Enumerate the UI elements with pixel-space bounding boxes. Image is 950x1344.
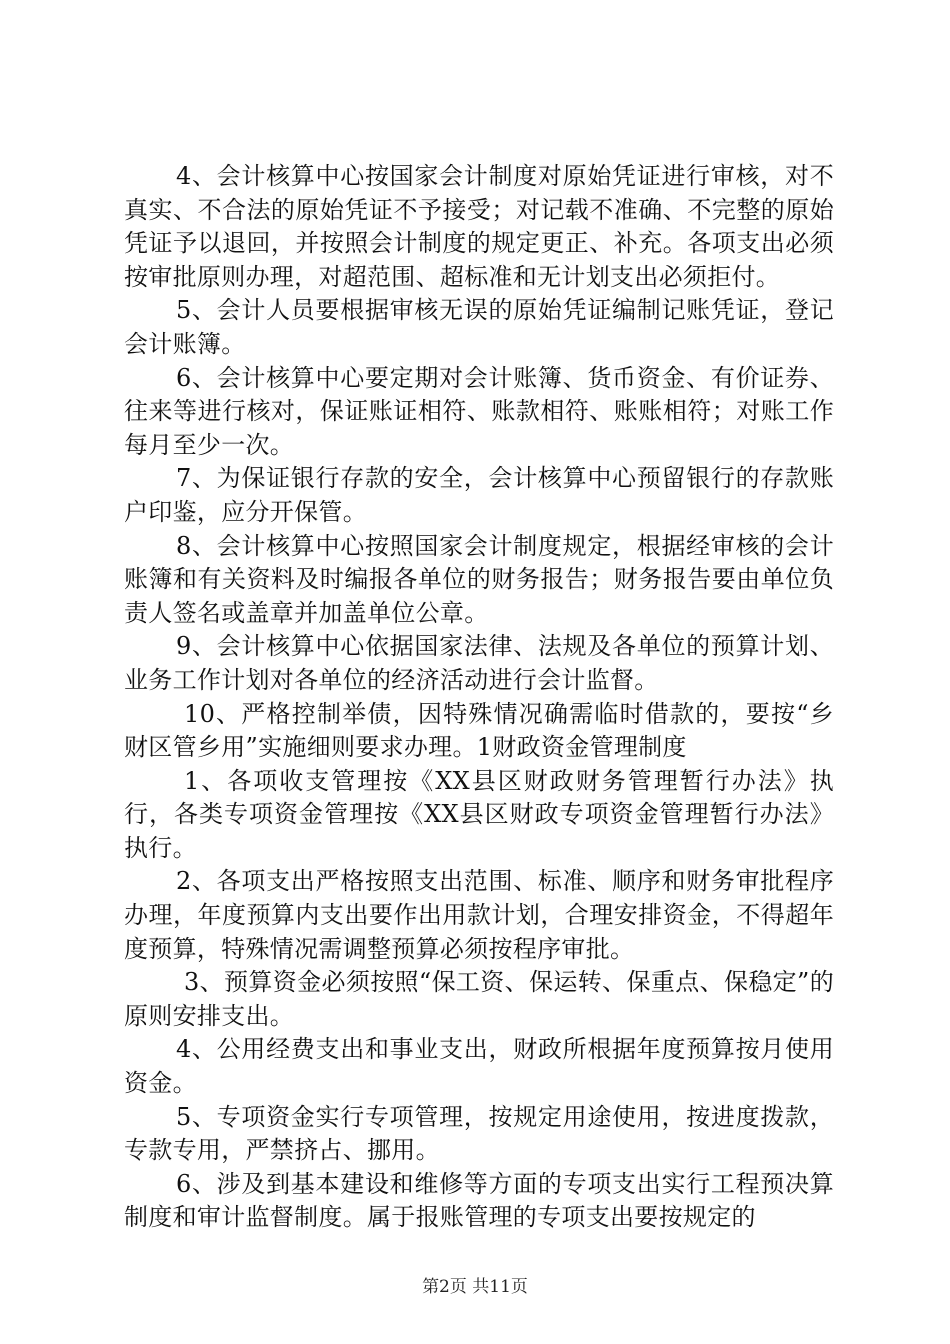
page-footer: 第2页 共11页 (422, 1277, 528, 1297)
document-body (124, 160, 834, 1235)
paragraph-construction-audit: 6、涉及到基本建设和维修等方面的专项支出实行工程预决算制度和审计监督制度。属于报账管理的专项支出要按规定的 (124, 1169, 834, 1232)
paragraph-bookkeeping: 5、会计人员要根据审核无误的原始凭证编制记账凭证，登记会计账簿。 (124, 296, 834, 358)
paragraph-accounting-review: 4、会计核算中心按国家会计制度对原始凭证进行审核，对不真实、不合法的原始凭证不予接受；对记载不准确、不完整的原始凭证予以退回，并按照会计制度的规定更正、补充。各项支出必须按审批原则办理，对超范围、超标准和无计划支出必须拒付。 (124, 162, 834, 291)
paragraph-special-funds: 5、专项资金实行专项管理，按规定用途使用，按进度拨款，专款专用，严禁挤占、挪用。 (124, 1102, 834, 1165)
paragraph-accounting-supervision: 9、会计核算中心依据国家法律、法规及各单位的预算计划、业务工作计划对各单位的经济活动进行会计监督。 (124, 632, 834, 694)
paragraph-bank-seal: 7、为保证银行存款的安全，会计核算中心预留银行的存款账户印鉴，应分开保管。 (124, 464, 834, 526)
paragraph-budget-priority: 3、预算资金必须按照“保工资、保运转、保重点、保稳定”的原则安排支出。 (124, 968, 834, 1030)
paragraph-expenditure-approval: 2、各项支出严格按照支出范围、标准、顺序和财务审批程序办理，年度预算内支出要作出用款计划，合理安排资金，不得超年度预算，特殊情况需调整预算必须按程序审批。 (124, 867, 834, 963)
paragraph-reconciliation: 6、会计核算中心要定期对会计账簿、货币资金、有价证券、往来等进行核对，保证账证相符、账款相符、账账相符；对账工作每月至少一次。 (124, 363, 834, 459)
paragraph-public-expenses: 4、公用经费支出和事业支出，财政所根据年度预算按月使用资金。 (124, 1035, 834, 1098)
paragraph-debt-control: 10、严格控制举债，因特殊情况确需临时借款的，要按“乡财区管乡用”实施细则要求办理。1财政资金管理制度 (124, 699, 834, 762)
paragraph-financial-report: 8、会计核算中心按照国家会计制度规定，根据经审核的会计账簿和有关资料及时编报各单位的财务报告；财务报告要由单位负责人签名或盖章并加盖单位公章。 (124, 531, 834, 627)
paragraph-revenue-management: 1、各项收支管理按《XX县区财政财务管理暂行办法》执行，各类专项资金管理按《XX县区财政专项资金管理暂行办法》执行。 (124, 766, 834, 862)
